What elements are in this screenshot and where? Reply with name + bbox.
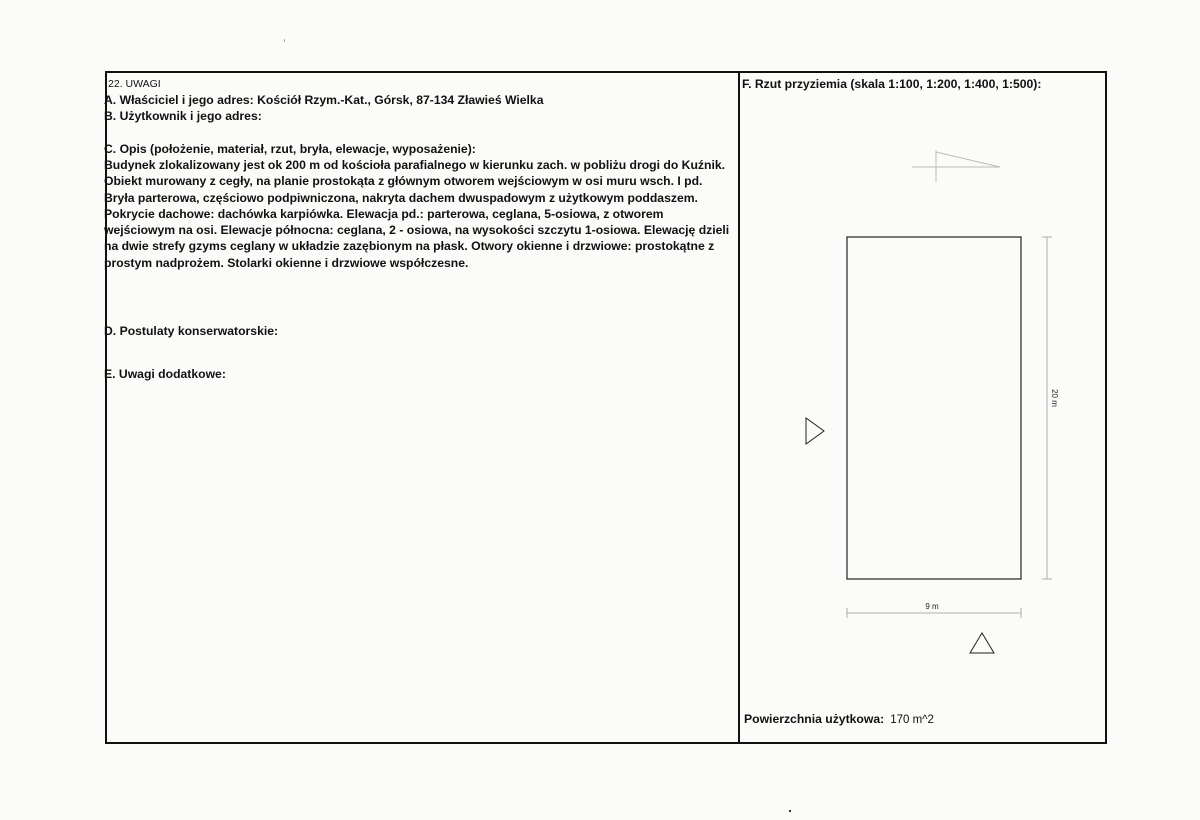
entrance-arrow-east-icon bbox=[806, 418, 824, 444]
north-arrow-icon bbox=[912, 150, 1000, 182]
description-heading: C. Opis (położenie, materiał, rzut, bryła, elewacje, wyposażenie): bbox=[104, 142, 476, 156]
uwagi-section bbox=[104, 78, 736, 382]
scan-speck bbox=[789, 810, 791, 812]
user-line: B. Użytkownik i jego adres: bbox=[104, 109, 262, 123]
height-dimension bbox=[1042, 237, 1052, 579]
owner-line: A. Właściciel i jego adres: Kościół Rzym.-Kat., Górsk, 87-134 Zławieś Wielka bbox=[104, 93, 544, 107]
usable-area bbox=[744, 712, 934, 726]
floor-plan-drawing bbox=[742, 140, 1062, 670]
postulates-line: D. Postulaty konserwatorskie: bbox=[104, 324, 279, 339]
width-dimension-label: 9 m bbox=[925, 602, 939, 611]
height-dimension-label: 20 m bbox=[1050, 389, 1059, 407]
column-divider bbox=[738, 71, 740, 744]
section-label: 22. UWAGI bbox=[108, 78, 161, 90]
remarks-line: E. Uwagi dodatkowe: bbox=[104, 367, 226, 382]
building-outline bbox=[847, 237, 1021, 579]
plan-title: F. Rzut przyziemia (skala 1:100, 1:200, 1:400, 1:500): bbox=[742, 77, 1042, 91]
usable-area-value: 170 m^2 bbox=[890, 714, 934, 726]
description-body: Budynek zlokalizowany jest ok 200 m od kościoła parafialnego w kierunku zach. w pobliżu drogi do Kuźnik. Obiekt murowany z cegły, na planie prostokąta z głównym otworem wejściowym w osi muru wsch. I pd. Bryła parterowa, częściowo podpiwniczona, nakryta dachem dwuspadowym z użytkowym poddaszem. Pokrycie dachowe: dachówka karpiówka. Elewacja pd.: parterowa, ceglana, 5-osiowa, z otworem wejściowym na osi. Elewacje północna: ceglana, 2 - osiowa, na wysokości szczytu 1-osiowa. Elewację dzieli na dwie strefy gzyms ceglany w układzie zazębionym na płask. Otwory okienne i drzwiowe: prostokątne z prostym nadprożem. Stolarki okienne i drzwiowe współczesne. bbox=[104, 158, 730, 270]
entrance-arrow-south-icon bbox=[970, 633, 994, 653]
scan-speck bbox=[284, 39, 285, 42]
usable-area-label: Powierzchnia użytkowa: bbox=[744, 712, 885, 726]
